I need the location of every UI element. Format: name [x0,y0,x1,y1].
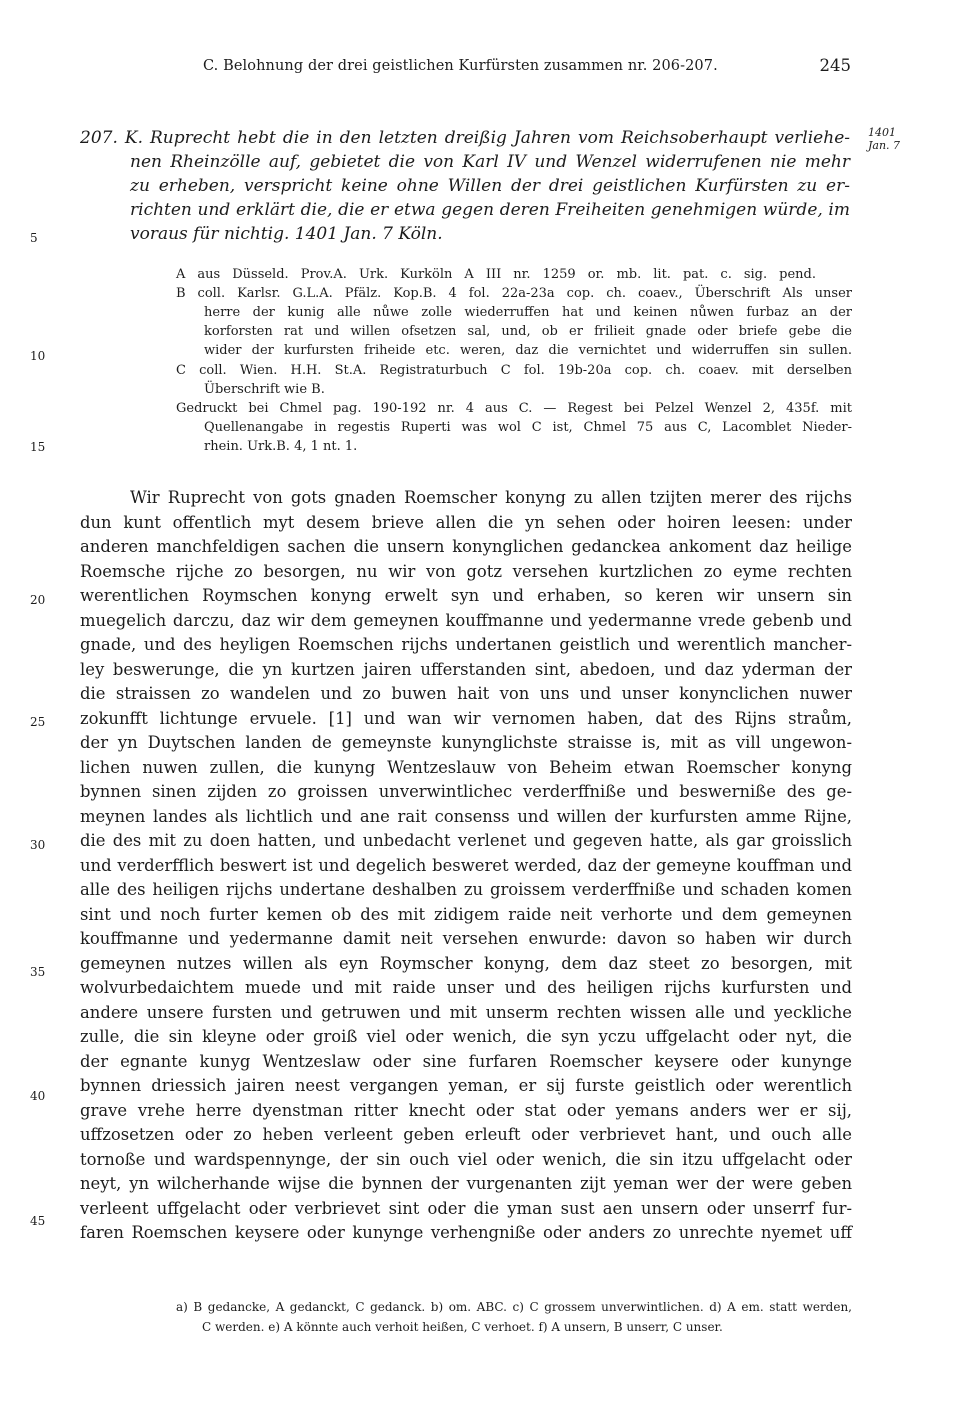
charter-line: meynen landes als lichtlich und ane rait consenss und willen der kurfursten amme Rijne, [80,806,852,826]
line-number: 20 [30,593,46,607]
charter-line: der yn Duytschen landen de gemeynste kunynglichste straisse is, mit as vill ungewon- [80,733,852,752]
regest-line: zu erheben, verspricht keine ohne Willen der drei geistlichen Kurfürsten zu er- [130,176,850,196]
source-line: herre der kunig alle nůwe zolle wiederruffen hat und keinen nůwen furbaz an der [204,305,852,320]
running-title: C. Belohnung der drei geistlichen Kurfürsten zusammen nr. 206-207. [203,58,718,74]
charter-line: wolvurbedaichtem muede und mit raide unser und des heiligen rijchs kurfursten und [80,978,852,997]
source-line: korforsten rat und willen ofsetzen sal, und, ob er frilieit gnade oder briefe gebe die [204,324,852,339]
charter-line: die straissen zo wandelen und zo buwen hait von uns und unser konynclichen nuwer [80,684,852,703]
charter-line: faren Roemschen keysere oder kunynge verhengnißе oder anders zo unrechte nyemet uff [80,1223,852,1242]
charter-line: bynnen driessich jairen neest vergangen yeman, er sij furste geistlich oder werentlich [80,1076,852,1095]
charter-line: uffzosetzen oder zo heben verleent geben erleuft oder verbrievet hant, und ouch alle [80,1125,852,1144]
charter-line: gemeynen nutzes willen als eyn Roymscher konyng, dem daz steet zo besorgen, mit [80,953,852,973]
source-line: B coll. Karlsr. G.L.A. Pfälz. Kop.B. 4 fol. 22a-23a cop. ch. coaev., Überschrift Als unser [176,286,852,301]
charter-line: muegelich darczu, daz wir dem gemeynen kouffmanne und yedermanne vrede gebenb und [80,610,852,630]
regest-line: richten und erklärt die, die er etwa gegen deren Freiheiten genehmigen würde, im [130,200,850,220]
line-number: 35 [30,965,46,979]
margin-date [868,126,908,152]
charter-line: lichen nuwen zullen, die kunyng Wentzeslauw von Beheim etwan Roemscher konyng [80,757,852,777]
source-line: Gedruckt bei Chmel pag. 190-192 nr. 4 aus C. — Regest bei Pelzel Wenzel 2, 435f. mit [176,401,852,416]
charter-line: zokunfft lichtunge ervuele. [1] und wan wir vernomen haben, dat des Rijns straům, [80,708,852,728]
line-number: 25 [30,715,46,729]
line-number: 30 [30,838,46,852]
charter-line: und verderfflich beswert ist und degelich besweret werded, daz der gemeyne kouffman und [80,855,852,875]
charter-line: Wir Ruprecht von gots gnaden Roemscher konyng zu allen tzijten merer des rijchs [130,488,852,507]
source-line: wider der kurfursten friheide etc. weren, daz die vernichtet und widerruffen sin sullen. [204,343,852,358]
charter-line: grave vrehe herre dyenstman ritter knecht oder stat oder yemans anders wer er sij, [80,1100,852,1120]
regest-line: voraus für nichtig. 1401 Jan. 7 Köln. [130,224,443,244]
charter-line: kouffmanne und yedermanne damit neit versehen enwurde: davon so haben wir durch [80,929,852,948]
charter-line: anderen manchfeldigen sachen die unsern konynglichen gedanckea ankoment daz heilige [80,537,852,556]
charter-line: dun kunt offentlich myt desem brieve allen die yn sehen oder hoiren leesen: under [80,512,852,532]
regest-line: 207. K. Ruprecht hebt die in den letzten dreißig Jahren vom Reichsoberhaupt verliehe- [80,128,850,148]
charter-line: tornoße und wardspennynge, der sin ouch viel oder wenich, die sin itzu uffgelacht oder [80,1149,852,1169]
source-line: A aus Düsseld. Prov.A. Urk. Kurköln A III nr. 1259 or. mb. lit. pat. c. sig. pend. [176,267,816,282]
charter-line: bynnen sinen zijden zo groissen unverwintlichec verderffnißе und beswernißе des ge- [80,782,852,801]
line-number: 45 [30,1214,46,1228]
page-number: 245 [819,56,851,75]
charter-line: gnade, und des heyligen Roemschen rijchs undertanen geistlich und werentlich mancher- [80,635,852,654]
line-number: 15 [30,440,46,454]
charter-line: andere unsere fursten und getruwen und mit unserm rechten wissen alle und yeckliche [80,1002,852,1022]
line-number: 40 [30,1089,46,1103]
source-line: C coll. Wien. H.H. St.A. Registraturbuch C fol. 19b-20a cop. ch. coaev. mit derselben [176,363,852,378]
margin-date-year: 1401 [868,126,896,139]
regest-line: nen Rheinzölle auf, gebietet die von Karl IV und Wenzel widerrufenen nie mehr [130,152,850,172]
charter-line: der egnante kunyg Wentzeslaw oder sine furfaren Roemscher keysere oder kunynge [80,1051,852,1071]
charter-line: neyt, yn wilcherhande wijse die bynnen der vurgenanten zijt yeman wer der were geben [80,1174,852,1193]
footnote-line: C werden. e) A könnte auch verhoit heißen, C verhoet. f) A unsern, B unserr, C unser. [202,1320,723,1334]
charter-line: verleent uffgelacht oder verbrievet sint oder die yman sust aen unsern oder unserrf fur- [80,1198,852,1218]
line-number: 5 [30,231,38,245]
source-line: rhein. Urk.B. 4, 1 nt. 1. [204,439,358,454]
charter-line: die des mit zu doen hatten, und unbedacht verlenet und gegeven hatte, als gar groisslich [80,831,852,850]
charter-line: werentlichen Roymschen konyng erwelt syn und erhaben, so keren wir unsern sin [80,586,852,605]
margin-date-day: Jan. 7 [868,139,901,152]
source-line: Überschrift wie B. [204,382,325,397]
charter-line: zulle, die sin kleyne oder groiß viel oder wenich, die syn yczu uffgelacht oder nyt, die [80,1027,852,1046]
running-header [203,58,851,84]
charter-line: ley beswerunge, die yn kurtzen jairen ufferstanden sint, abedoen, und daz yderman der [80,659,852,679]
charter-line: Roemsche rijche zo besorgen, nu wir von gotz versehen kurtzlichen zo eyme rechten [80,561,852,581]
line-number: 10 [30,349,46,363]
charter-line: sint und noch furter kemen ob des mit zidigem raide neit verhorte und dem gemeynen [80,904,852,924]
footnote-line: a) B gedancke, A gedanckt, C gedanck. b) om. ABC. c) C grossem unverwintlichen. d) A em. statt werden, [176,1300,852,1314]
charter-line: alle des heiligen rijchs undertane deshalben zu groissem verderffnißе und schaden komen [80,880,852,899]
source-line: Quellenangabe in regestis Ruperti was wol C ist, Chmel 75 aus C, Lacomblet Nieder- [204,420,852,435]
